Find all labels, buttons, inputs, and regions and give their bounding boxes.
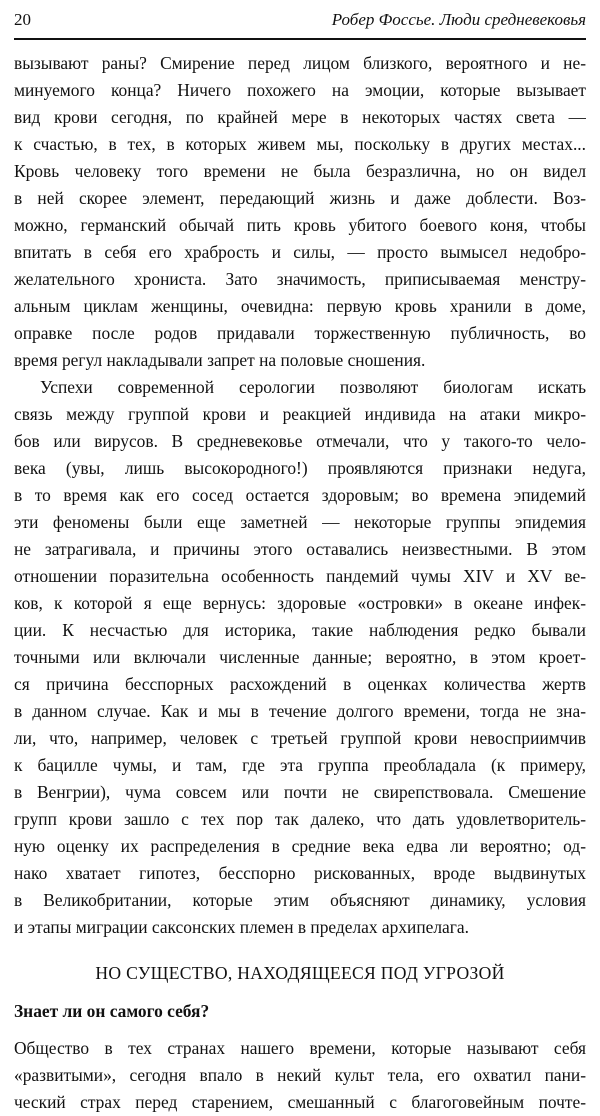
- spacer: [14, 1025, 586, 1035]
- running-title: Робер Фоссье. Люди средневековья: [331, 10, 586, 29]
- book-page: [14, 0, 586, 1112]
- text-line: нако хватает гипотез, бесспорно рискованных, вроде выдвинутых: [14, 863, 586, 883]
- text-line: вид крови сегодня, по крайней мере в некоторых частях света —: [14, 107, 586, 127]
- text-line: в данном случае. Как и мы в течение долгого времени, тогда не зна-: [14, 701, 586, 721]
- text-line: впитать в себя его храбрость и силы, — просто вымысел недобро-: [14, 242, 586, 262]
- paragraph-3: [14, 1035, 586, 1116]
- text-line: ся причина бесспорных расхождений в оценках количества жертв: [14, 674, 586, 694]
- text-line: века (увы, лишь высокородного!) проявляются признаки недуга,: [14, 458, 586, 478]
- text-line: не затрагивала, и причины этого оставались неизвестными. В этом: [14, 539, 586, 559]
- text-line: вызывают раны? Смирение перед лицом близкого, вероятного и не-: [14, 53, 586, 73]
- page-header: [14, 8, 586, 32]
- text-line: Успехи современной серологии позволяют биологам искать: [40, 377, 586, 397]
- text-line: связь между группой крови и реакцией индивида на атаки микро-: [14, 404, 586, 424]
- text-line: в то время как его сосед остается здоровым; во времена эпидемий: [14, 485, 586, 505]
- text-line: и этапы миграции саксонских племен в пределах архипелага.: [14, 917, 469, 937]
- text-line: «развитыми», сегодня впало в некий культ тела, его охватил пани-: [14, 1065, 586, 1085]
- page-number: 20: [14, 10, 31, 29]
- text-line: ли, что, например, человек с третьей группой крови невосприимчив: [14, 728, 586, 748]
- text-line: к счастью, в тех, в которых живем мы, поскольку в других местах...: [14, 134, 586, 154]
- header-rule: [14, 38, 586, 40]
- text-line: ную оценку их распределения в средние века едва ли вероятно; од-: [14, 836, 586, 856]
- text-line: к бацилле чумы, и там, где эта группа преобладала (к примеру,: [14, 755, 586, 775]
- text-line: групп крови зашло с тех пор так далеко, что дать удовлетворитель-: [14, 809, 586, 829]
- text-line: альным циклам женщины, очевидна: первую кровь хранили в доме,: [14, 296, 586, 316]
- paragraph-2: [14, 374, 586, 941]
- text-line: ческий страх перед старением, смешанный с благоговейным почте-: [14, 1092, 586, 1112]
- text-line: оправке после родов придавали торжественную публичность, во: [14, 323, 586, 343]
- text-line: эти феномены были еще заметней — некоторые группы эпидемия: [14, 512, 586, 532]
- text-line: в Великобритании, которые этим объясняют динамику, условия: [14, 890, 586, 910]
- text-line: можно, германский обычай пить кровь убитого боевого коня, чтобы: [14, 215, 586, 235]
- paragraph-1: [14, 50, 586, 374]
- text-line: желательного хрониста. Зато значимость, приписываемая менстру-: [14, 269, 586, 289]
- text-line: минуемого конца? Ничего похожего на эмоции, которые вызывает: [14, 80, 586, 100]
- text-line: отношении поразительна особенность пандемий чумы XIV и XV ве-: [14, 566, 586, 586]
- text-line: бов или вирусов. В средневековье отмечали, что у такого-то чело-: [14, 431, 586, 451]
- text-line: в Венгрии), чума совсем или почти не свирепствовала. Смешение: [14, 782, 586, 802]
- text-line: в ней скорее элемент, передающий жизнь и даже доблести. Воз-: [14, 188, 586, 208]
- body-text: [14, 50, 586, 1116]
- text-line: время регул накладывали запрет на половые сношения.: [14, 350, 426, 370]
- text-line: Общество в тех странах нашего времени, которые называют себя: [14, 1038, 586, 1058]
- text-line: ции. К несчастью для историка, такие наблюдения редко бывали: [14, 620, 586, 640]
- text-line: точными или включали численные данные; вероятно, в этом кроет-: [14, 647, 586, 667]
- subheading: Знает ли он самого себя?: [14, 1001, 210, 1021]
- text-line: Кровь человеку того времени не была безразлична, но он видел: [14, 161, 586, 181]
- section-heading: НО СУЩЕСТВО, НАХОДЯЩЕЕСЯ ПОД УГРОЗОЙ: [95, 963, 505, 983]
- text-line: ков, к которой я еще вернусь: здоровые «островки» в океане инфек-: [14, 593, 586, 613]
